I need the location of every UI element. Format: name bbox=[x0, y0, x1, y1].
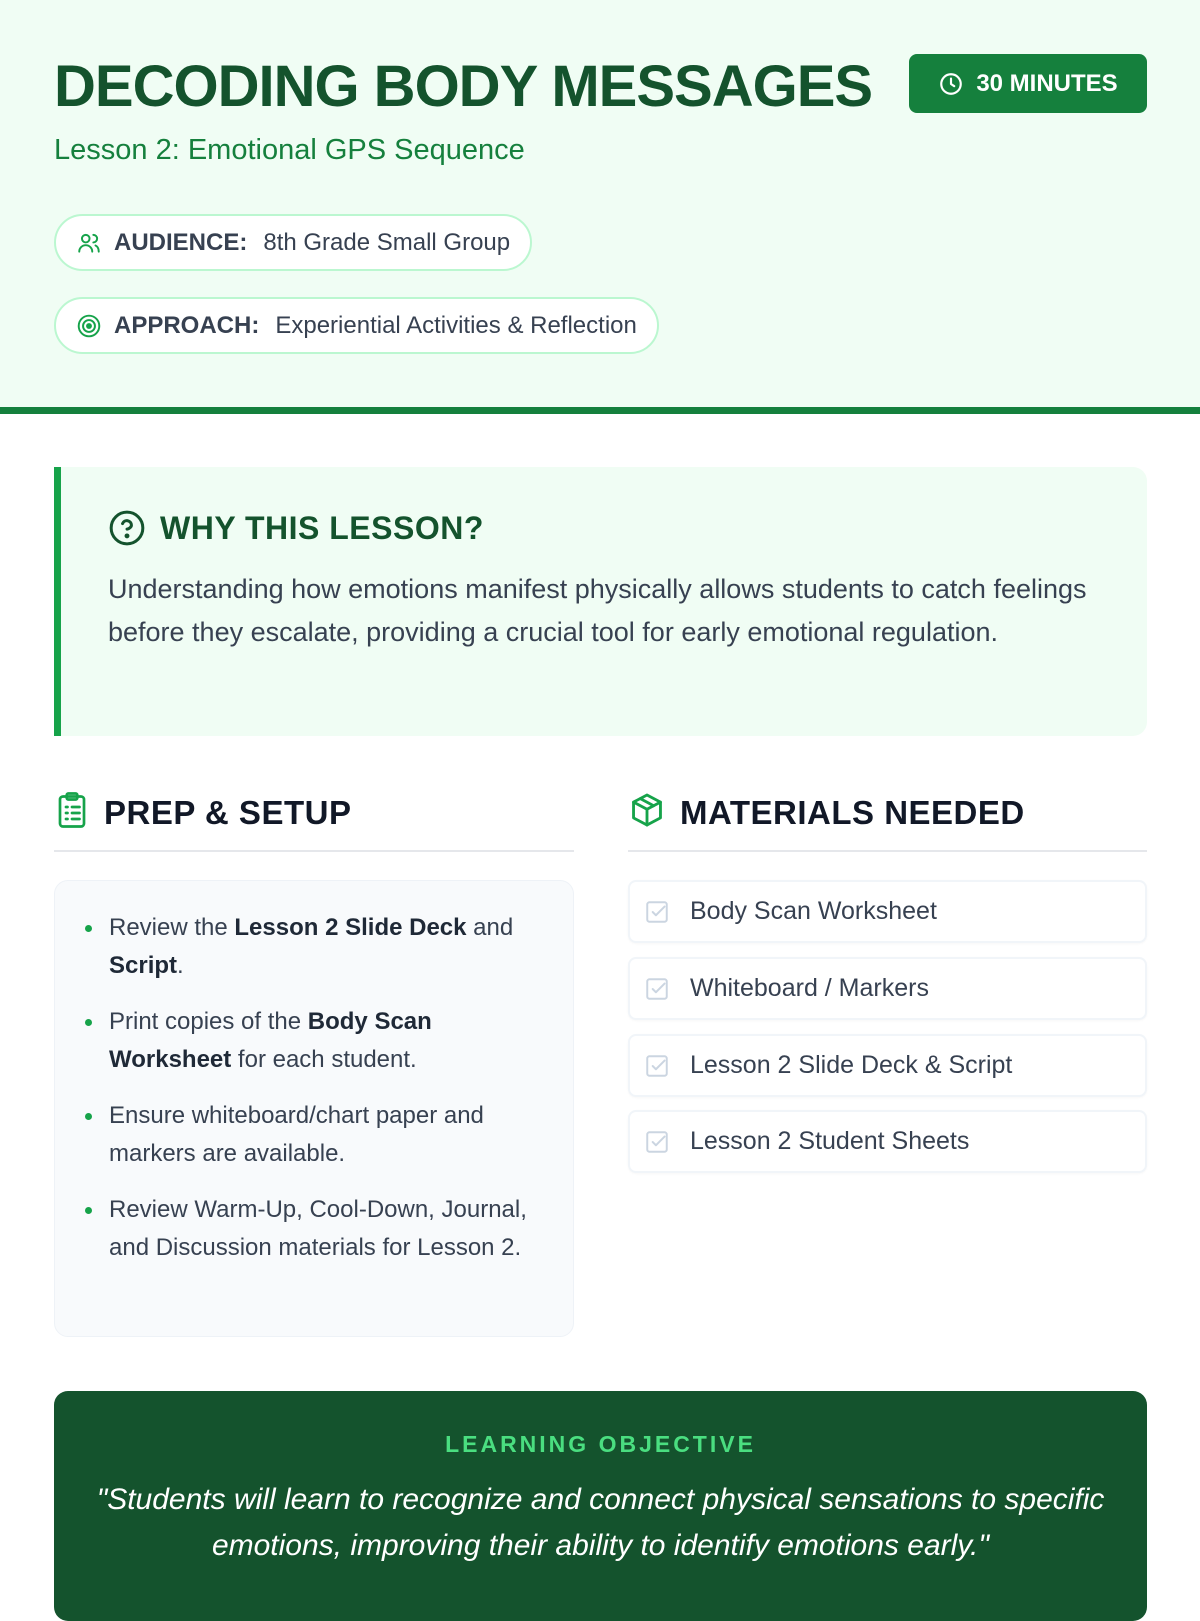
audience-pill bbox=[54, 214, 532, 271]
clock-icon bbox=[938, 71, 964, 97]
objective-label: LEARNING OBJECTIVE bbox=[445, 1431, 756, 1457]
why-body: Understanding how emotions manifest physically allows students to catch feelings before they escalate, providing a crucial tool for early emotional regulation. bbox=[108, 574, 1087, 647]
prep-item: Review the Lesson 2 Slide Deck and Script. bbox=[85, 909, 555, 985]
page-title: DECODING BODY MESSAGES bbox=[54, 54, 873, 119]
prep-heading bbox=[54, 790, 574, 852]
question-circle-icon bbox=[108, 509, 146, 547]
prep-item: Print copies of the Body Scan Worksheet for each student. bbox=[85, 1003, 555, 1079]
checkbox-icon bbox=[644, 899, 670, 925]
materials-heading bbox=[628, 790, 1147, 852]
audience-key: AUDIENCE: bbox=[114, 228, 248, 256]
audience-value: 8th Grade Small Group bbox=[263, 228, 511, 256]
users-icon bbox=[76, 230, 102, 256]
lesson-header bbox=[0, 0, 1200, 414]
checkbox-icon bbox=[644, 1129, 670, 1155]
duration-badge bbox=[909, 54, 1147, 113]
prep-list bbox=[85, 909, 555, 1285]
why-title: WHY THIS LESSON? bbox=[160, 509, 484, 546]
target-icon bbox=[76, 313, 102, 339]
why-callout bbox=[54, 467, 1147, 736]
duration-label: 30 MINUTES bbox=[976, 69, 1118, 97]
materials-title: MATERIALS NEEDED bbox=[680, 794, 1025, 831]
approach-pill bbox=[54, 297, 659, 354]
checkbox-icon bbox=[644, 1053, 670, 1079]
objective-quote: "Students will learn to recognize and connect physical sensations to specific emotions, improving their ability to identify emotions early." bbox=[96, 1483, 1105, 1562]
material-label: Body Scan Worksheet bbox=[690, 897, 937, 925]
learning-objective-card bbox=[54, 1391, 1147, 1621]
material-item bbox=[628, 1034, 1147, 1097]
lesson-subtitle: Lesson 2: Emotional GPS Sequence bbox=[54, 134, 525, 166]
material-item bbox=[628, 880, 1147, 943]
prep-item: Ensure whiteboard/chart paper and markers are available. bbox=[85, 1097, 555, 1173]
material-item bbox=[628, 957, 1147, 1020]
clipboard-list-icon bbox=[54, 790, 90, 830]
approach-value: Experiential Activities & Reflection bbox=[275, 311, 637, 339]
prep-card bbox=[54, 880, 574, 1337]
approach-key: APPROACH: bbox=[114, 311, 260, 339]
material-item bbox=[628, 1110, 1147, 1173]
package-icon bbox=[628, 790, 666, 830]
material-label: Lesson 2 Student Sheets bbox=[690, 1127, 970, 1155]
material-label: Whiteboard / Markers bbox=[690, 974, 929, 1002]
material-label: Lesson 2 Slide Deck & Script bbox=[690, 1051, 1013, 1079]
checkbox-icon bbox=[644, 976, 670, 1002]
prep-title: PREP & SETUP bbox=[104, 794, 352, 831]
why-heading bbox=[108, 509, 484, 547]
prep-item: Review Warm-Up, Cool-Down, Journal, and Discussion materials for Lesson 2. bbox=[85, 1191, 555, 1267]
